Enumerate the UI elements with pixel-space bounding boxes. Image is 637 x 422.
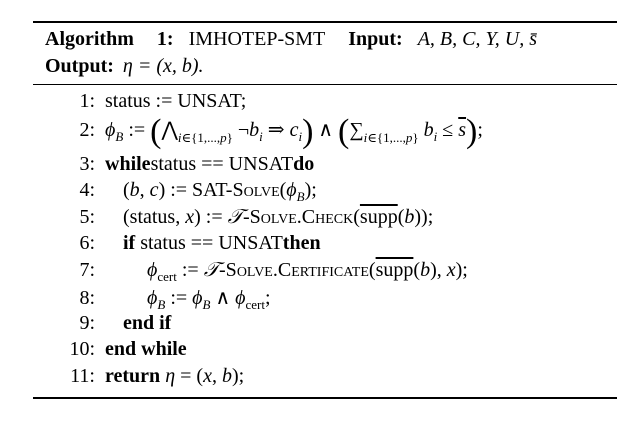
algorithm-line — [33, 365, 617, 392]
line-number: 9: — [79, 311, 95, 334]
output-value: η = (x, b). — [122, 55, 204, 77]
algorithm-title-line — [45, 26, 617, 53]
algorithm-body — [33, 85, 617, 401]
algorithm-line — [33, 179, 617, 206]
algorithm-line — [33, 206, 617, 233]
algorithm-label: Algorithm — [45, 28, 134, 50]
algorithm-line — [33, 259, 617, 286]
line-number: 4: — [79, 179, 95, 201]
algorithm-line — [33, 153, 617, 180]
output-label: Output: — [45, 55, 114, 77]
line-code: if status == UNSATthen — [123, 232, 321, 254]
input-value: A, B, C, Y, U, s̄ — [417, 28, 538, 50]
line-number: 11: — [70, 364, 95, 387]
line-number: 7: — [79, 258, 95, 281]
algorithm-number: 1: — [156, 28, 174, 50]
line-code: return η = (x, b); — [105, 364, 245, 387]
line-code: $\phi_B$ := $\phi_B$ ∧ $\phi_{cert}$; — [147, 287, 271, 312]
line-number: 1: — [79, 90, 95, 112]
line-code: end if — [123, 311, 172, 334]
line-code: $\phi_B$ := ($⋀_{i\in\{1,...,p\}}$ $\neg b_i$ ⇒ $c_i$) ∧ ($\sum_{i\in\{1,...,p\}}$ $b_i \le \overline{s}$); — [105, 112, 483, 150]
algorithm-output-line — [45, 53, 617, 80]
line-code: (b, c) := SAT-$Solve(\phi_B)$; — [123, 179, 317, 204]
line-code: status := UNSAT; — [105, 90, 247, 112]
algorithm-line — [33, 112, 617, 153]
line-number: 2: — [79, 118, 95, 141]
line-number: 5: — [79, 205, 95, 228]
line-code: whilestatus == UNSATdo — [105, 152, 315, 175]
line-code: end while — [105, 338, 187, 360]
bottom-rule — [33, 397, 617, 399]
algorithm-line — [33, 312, 617, 339]
line-number: 3: — [79, 152, 95, 175]
line-code: (status, x) := 𝒯-Solve.Check(supp(b)); — [123, 205, 434, 228]
algorithm-header — [33, 23, 617, 84]
line-code: $\phi_{cert}$ := 𝒯-Solve.Certificate(supp(b), x); — [147, 258, 468, 284]
input-label: Input: — [348, 28, 403, 50]
algorithm-line — [33, 338, 617, 365]
algorithm-line — [33, 285, 617, 312]
algorithm-name: IMHOTEP-SMT — [188, 28, 326, 50]
line-number: 6: — [79, 232, 95, 254]
algorithm-line — [33, 90, 617, 117]
line-number: 10: — [69, 338, 95, 360]
algorithm-line — [33, 232, 617, 259]
line-number: 8: — [79, 287, 95, 309]
algorithm-box — [33, 21, 617, 401]
